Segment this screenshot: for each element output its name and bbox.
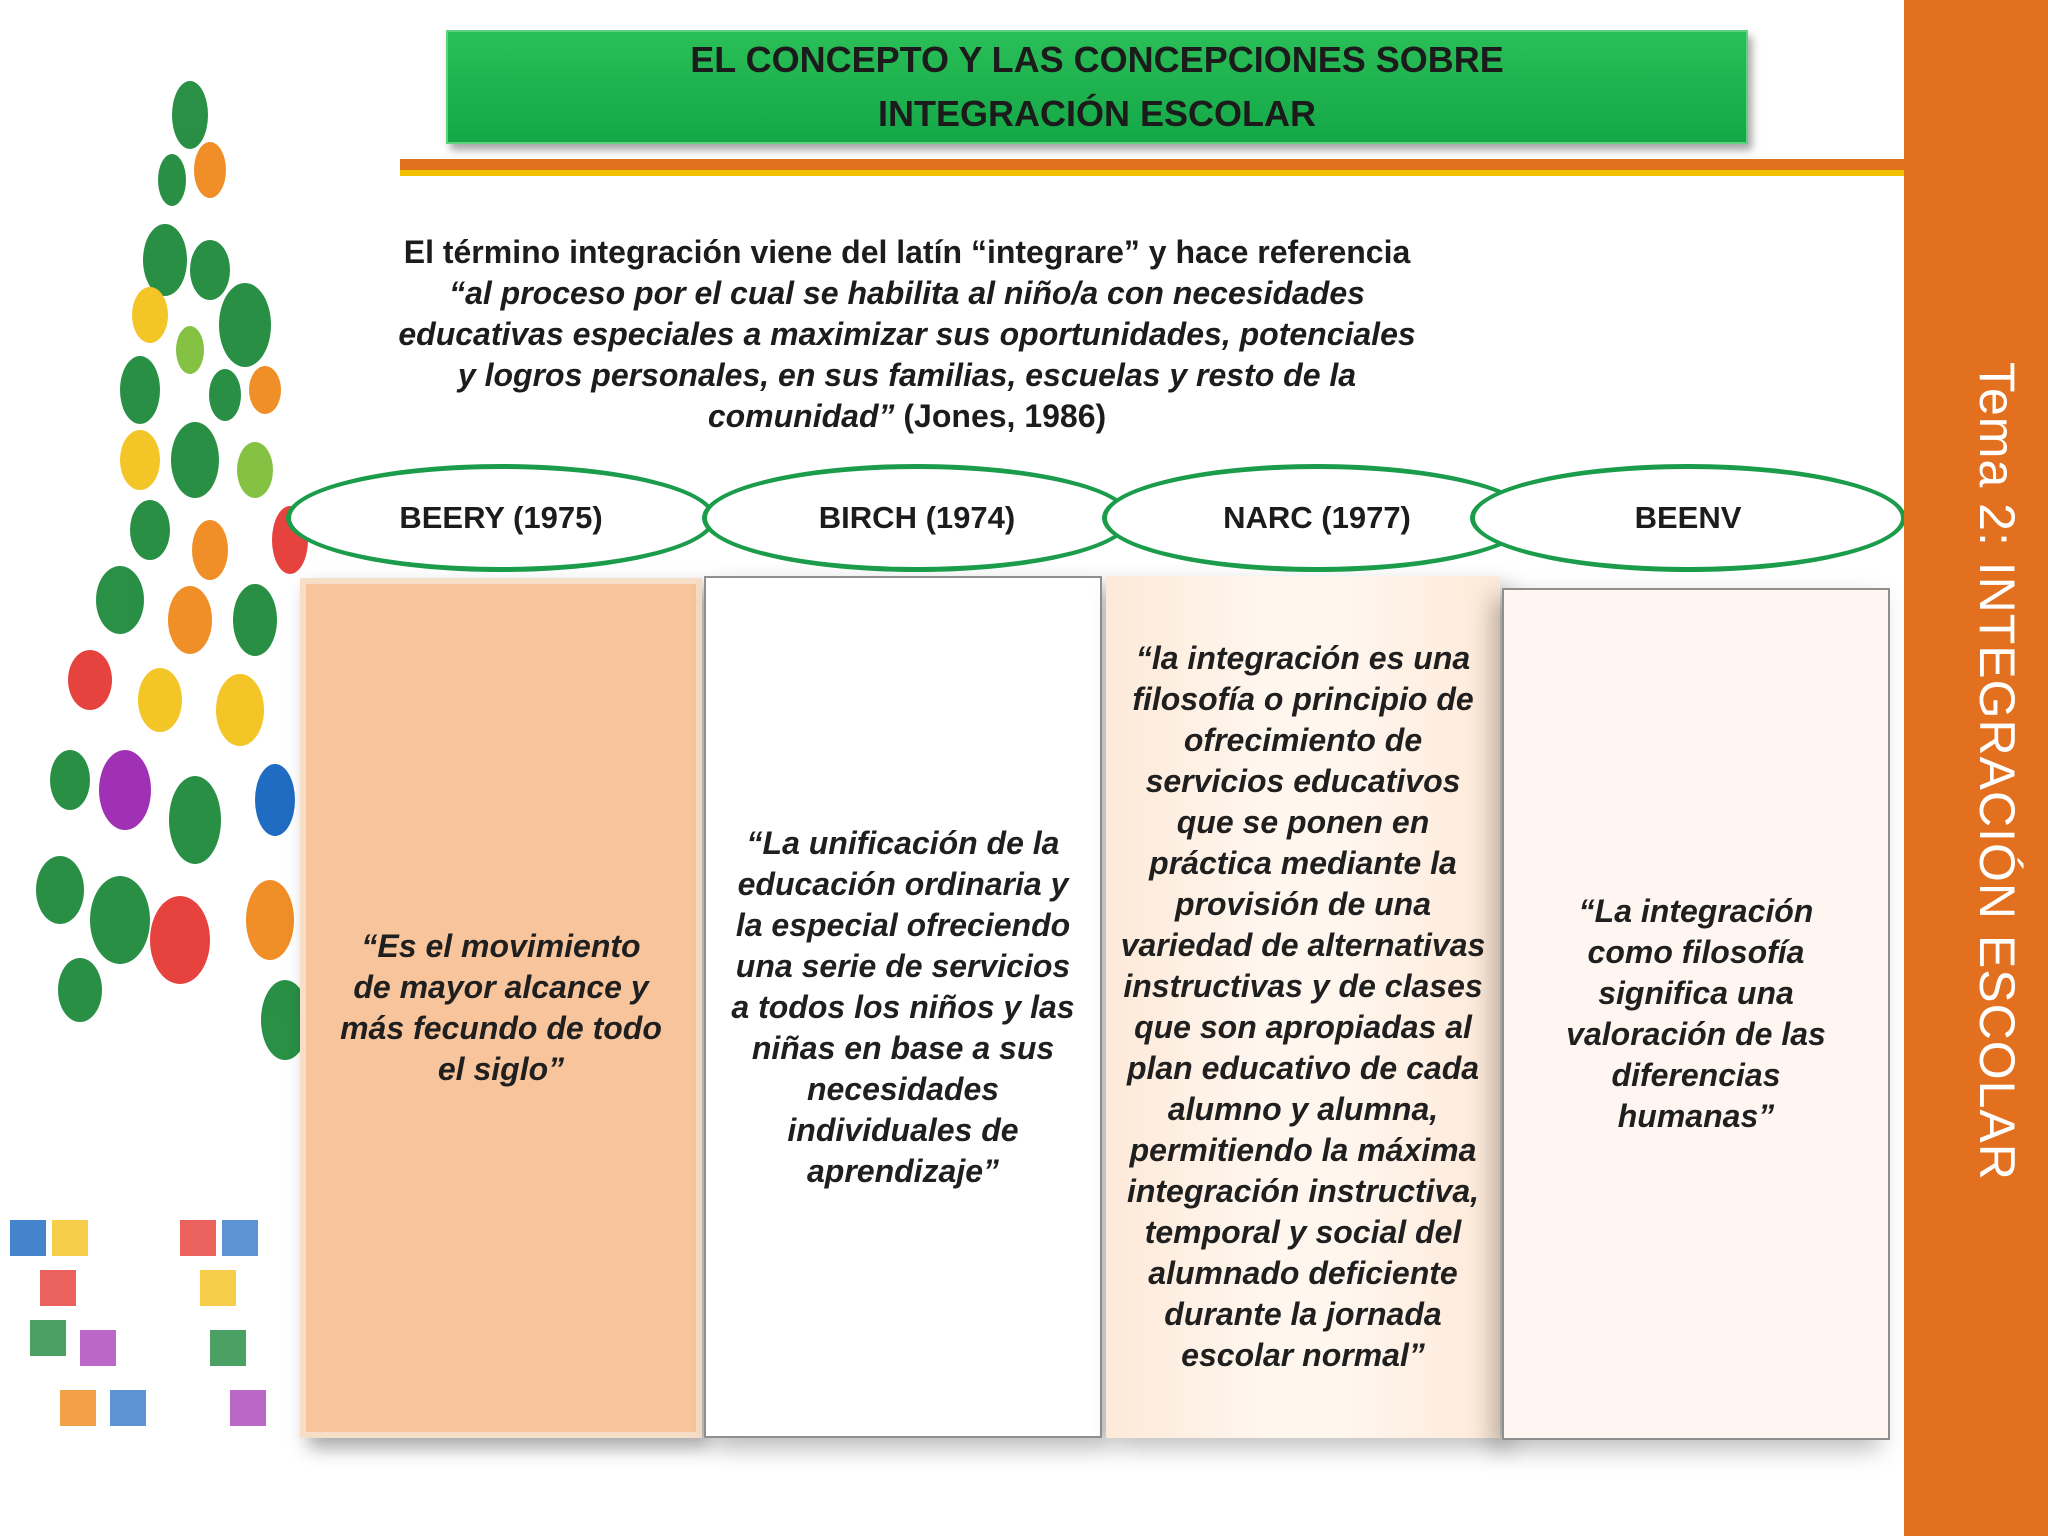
divider-yellow	[400, 170, 1904, 176]
quote-box-birch	[704, 576, 1102, 1438]
author-label-birch: BIRCH (1974)	[818, 500, 1016, 535]
quote-text-beenv: “La integración como filosofía significa una valoración de las diferencias humanas”	[1566, 893, 1826, 1134]
intro-text: El término integración viene del latín “integrare” y hace referencia	[403, 234, 1411, 270]
author-ellipse-beenv	[1470, 464, 1906, 572]
divider-orange	[400, 159, 1904, 170]
intro-quote: “al proceso por el cual se habilita al niño/a con necesidades educativas especiales a maximizar sus oportunidades, potenciales y logros personales, en sus familias, escuelas y resto de la comunidad”	[398, 275, 1416, 434]
quote-text-narc: “la integración es una filosofía o principio de ofrecimiento de servicios educativos que se ponen en práctica mediante la provisión de una variedad de alternativas instructivas y de clases que son apropiadas al plan educativo de cada alumno y alumna, permitiendo la máxima integración instructiva, temporal y social del alumnado deficiente durante la jornada escolar normal”	[1120, 640, 1486, 1373]
quote-box-narc	[1106, 576, 1500, 1438]
intro-citation: (Jones, 1986)	[894, 398, 1107, 434]
quote-box-beery	[300, 578, 702, 1438]
author-label-beery: BEERY (1975)	[399, 500, 603, 535]
handprint-tree-icon	[0, 60, 310, 1460]
page-title: EL CONCEPTO Y LAS CONCEPCIONES SOBRE INTEGRACIÓN ESCOLAR	[690, 39, 1504, 134]
quote-box-beenv	[1502, 588, 1890, 1440]
author-ellipse-narc	[1102, 464, 1532, 572]
quote-text-beery: “Es el movimiento de mayor alcance y más fecundo de todo el siglo”	[340, 928, 662, 1087]
topic-title: Tema 2: INTEGRACIÓN ESCOLAR	[1969, 362, 2025, 1181]
intro-paragraph	[392, 232, 1422, 437]
title-bar	[446, 30, 1748, 144]
author-label-beenv: BEENV	[1634, 500, 1742, 535]
author-label-narc: NARC (1977)	[1223, 500, 1411, 535]
author-ellipse-beery	[286, 464, 716, 572]
quote-text-birch: “La unificación de la educación ordinaria y la especial ofreciendo una serie de servicios a todos los niños y las niñas en base a sus necesidades individuales de aprendizaje”	[731, 824, 1075, 1189]
author-ellipse-birch	[702, 464, 1132, 572]
